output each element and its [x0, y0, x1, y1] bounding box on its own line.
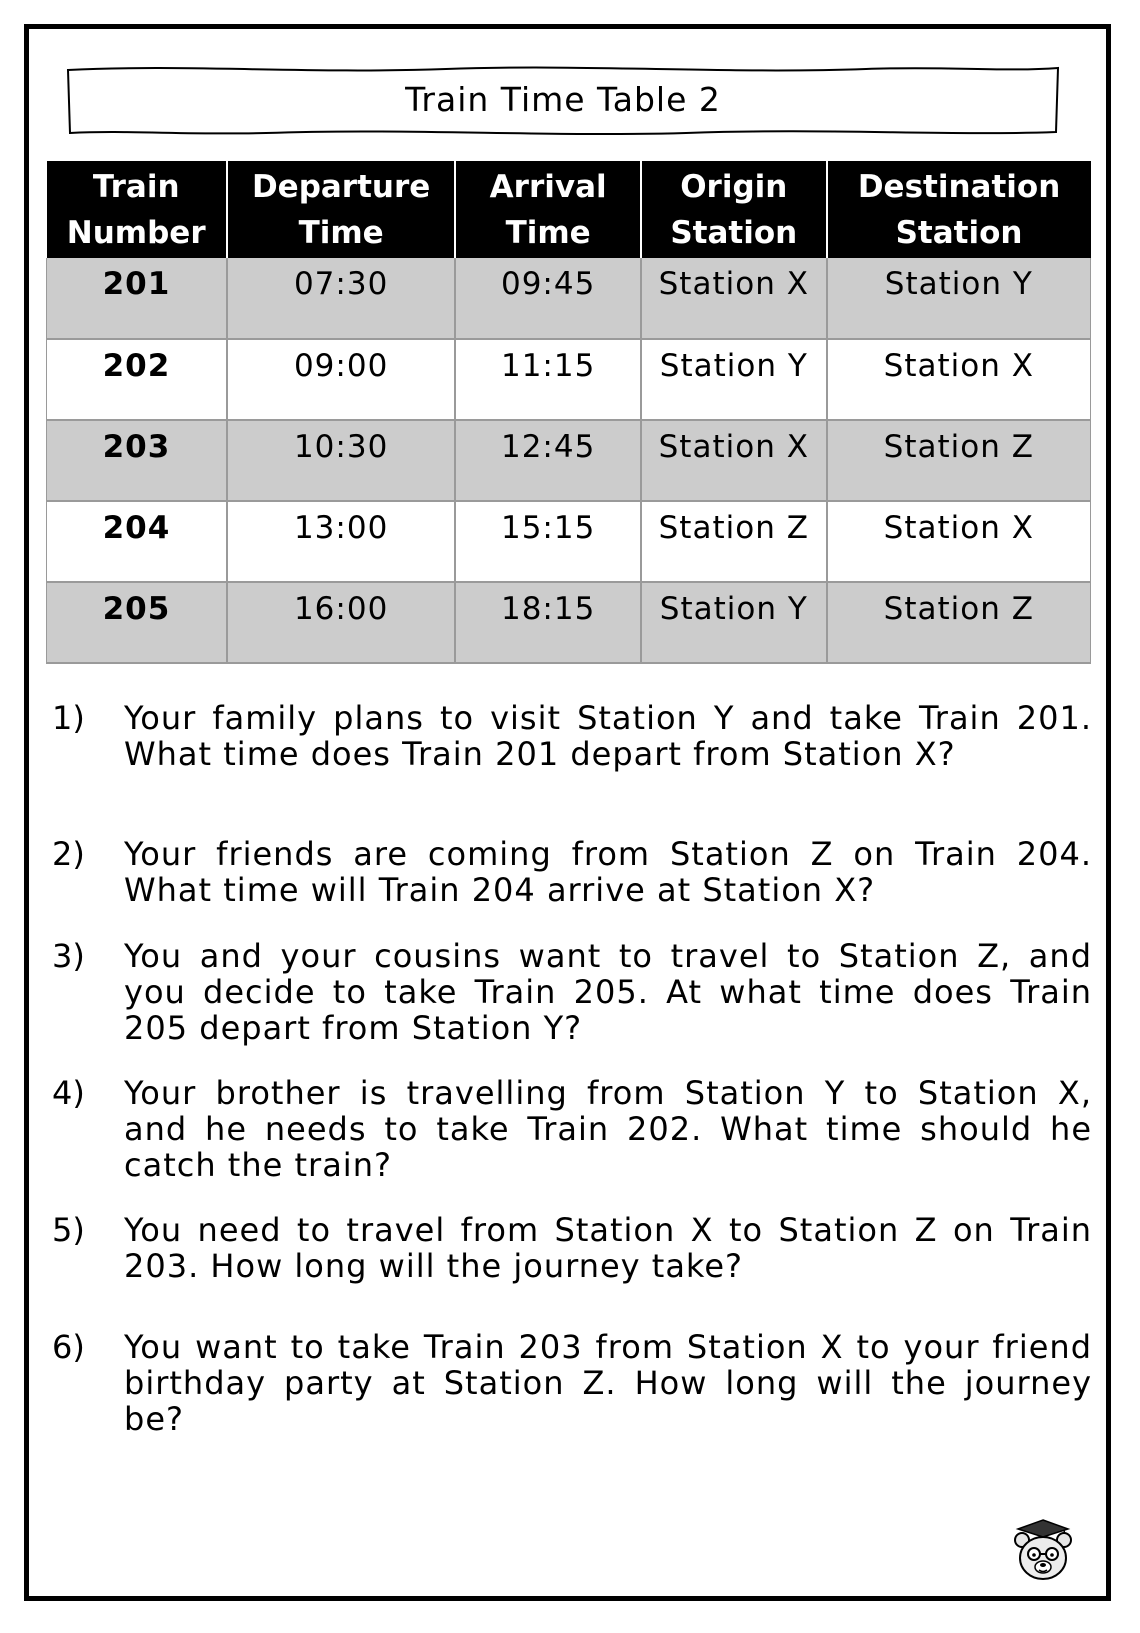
question-number: 2)	[52, 835, 85, 873]
departure-cell: 10:30	[227, 420, 455, 501]
question-number: 6)	[52, 1328, 85, 1366]
origin-cell: Station Z	[641, 501, 827, 582]
arrival-cell: 11:15	[455, 339, 641, 420]
question-text: You need to travel from Station X to Station Z on Train 203. How long will the journey take?	[124, 1211, 1092, 1285]
arrival-cell: 15:15	[455, 501, 641, 582]
train-number-cell: 204	[47, 501, 227, 582]
graduate-bear-icon	[1008, 1514, 1078, 1584]
departure-cell: 16:00	[227, 582, 455, 663]
destination-cell: Station X	[827, 501, 1091, 582]
question-text: You and your cousins want to travel to Station Z, and you decide to take Train 205. At what time does Train 205 depart from Station Y?	[124, 937, 1092, 1047]
train-number-cell: 201	[47, 258, 227, 339]
title-banner	[66, 64, 1060, 136]
destination-cell: Station Y	[827, 258, 1091, 339]
destination-cell: Station Z	[827, 582, 1091, 663]
page-title: Train Time Table 2	[405, 80, 721, 119]
timetable	[46, 161, 1091, 664]
train-number-cell: 205	[47, 582, 227, 663]
question-number: 4)	[52, 1074, 85, 1112]
origin-cell: Station Y	[641, 582, 827, 663]
arrival-cell: 09:45	[455, 258, 641, 339]
table-row	[47, 582, 1091, 663]
table-row	[47, 339, 1091, 420]
question-number: 1)	[52, 699, 85, 737]
destination-cell: Station X	[827, 339, 1091, 420]
header-arrival-time: Arrival Time	[455, 161, 641, 258]
departure-cell: 13:00	[227, 501, 455, 582]
arrival-cell: 18:15	[455, 582, 641, 663]
question-number: 3)	[52, 937, 85, 975]
table-row	[47, 258, 1091, 339]
timetable-header-row	[47, 161, 1091, 258]
header-origin-station: Origin Station	[641, 161, 827, 258]
question-number: 5)	[52, 1211, 85, 1249]
train-number-cell: 203	[47, 420, 227, 501]
train-number-cell: 202	[47, 339, 227, 420]
departure-cell: 07:30	[227, 258, 455, 339]
question-text: Your family plans to visit Station Y and take Train 201. What time does Train 201 depart from Station X?	[124, 699, 1092, 773]
header-train-number: Train Number	[47, 161, 227, 258]
destination-cell: Station Z	[827, 420, 1091, 501]
question-text: Your brother is travelling from Station Y to Station X, and he needs to take Train 202. What time should he catch the train?	[124, 1074, 1092, 1184]
header-destination-station: Destination Station	[827, 161, 1091, 258]
origin-cell: Station X	[641, 258, 827, 339]
arrival-cell: 12:45	[455, 420, 641, 501]
question-text: Your friends are coming from Station Z on Train 204. What time will Train 204 arrive at Station X?	[124, 835, 1092, 909]
table-row	[47, 501, 1091, 582]
table-row	[47, 420, 1091, 501]
departure-cell: 09:00	[227, 339, 455, 420]
origin-cell: Station X	[641, 420, 827, 501]
header-departure-time: Departure Time	[227, 161, 455, 258]
origin-cell: Station Y	[641, 339, 827, 420]
question-text: You want to take Train 203 from Station X to your friend birthday party at Station Z. How long will the journey be?	[124, 1328, 1092, 1438]
